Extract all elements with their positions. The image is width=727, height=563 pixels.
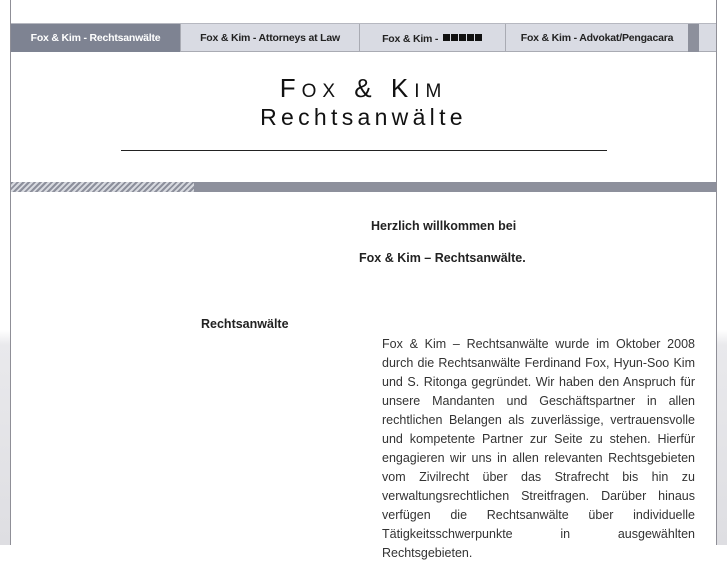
tab-korean[interactable] [360, 24, 506, 52]
tab-label: Fox & Kim - [382, 33, 441, 45]
section-body-text: Fox & Kim – Rechtsanwälte wurde im Oktober 2008 durch die Rechtsanwälte Ferdinand Fox, Hyun-Soo Kim und S. Ritonga gegründet. Wir haben den Anspruch für unsere Mandanten und Geschäftspartner in allen rechtlichen Belangen als zuverlässige, vertrauensvolle und kompetente Partner zur Seite zu stehen. Hierfür engagieren wir uns in allen relevanten Rechtsgebieten vom Zivilrecht über das Strafrecht bis hin zu verwaltungsrechtlichen Streitfragen. Darüber hinaus verfügen die Rechtsanwälte über individuelle Tätigkeitsschwerpunkte in ausgewählten Rechtsgebieten. [382, 337, 695, 560]
decorative-stripe-bar [11, 182, 716, 192]
tab-rechtsanwaelte[interactable] [11, 24, 181, 52]
unrendered-glyphs-icon [443, 24, 483, 52]
tab-advokat-pengacara[interactable] [506, 24, 688, 52]
logo-firm-name: FOX & KIM [279, 73, 448, 103]
logo-subtitle: Rechtsanwälte [260, 104, 467, 130]
tab-label: Fox & Kim - Attorneys at Law [200, 32, 340, 44]
tab-label: Fox & Kim - Advokat/Pengacara [520, 32, 674, 44]
tab-attorneys-at-law[interactable] [181, 24, 360, 52]
hatched-stripe [11, 182, 194, 192]
tab-bar-end [688, 24, 699, 52]
tab-label: Fox & Kim - Rechtsanwälte [30, 32, 161, 44]
section-heading: Rechtsanwälte [201, 317, 289, 331]
logo-divider [121, 150, 607, 151]
page-container [10, 0, 717, 560]
nav-tabs [11, 23, 716, 52]
welcome-heading: Herzlich willkommen bei [371, 219, 517, 233]
welcome-firm-name: Fox & Kim – Rechtsanwälte. [359, 251, 526, 265]
